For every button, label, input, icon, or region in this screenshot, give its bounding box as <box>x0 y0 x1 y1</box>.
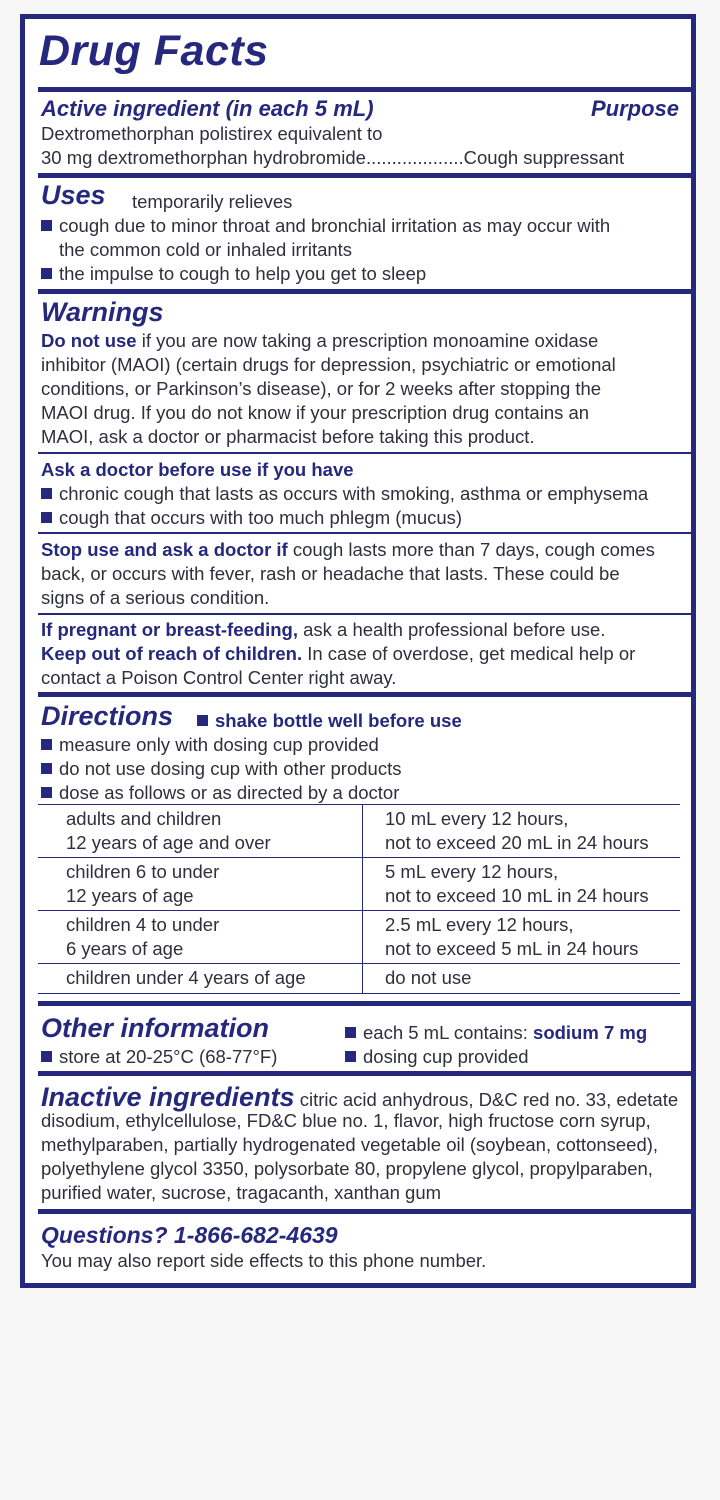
inactive-line4: polyethylene glycol 3350, polysorbate 80, propylene glycol, propylparaben, <box>41 1158 653 1179</box>
uses-item-1-cont: the common cold or inhaled irritants <box>59 239 353 260</box>
directions-item-3: dose as follows or as directed by a doctor <box>41 781 399 805</box>
sodium-content: each 5 mL contains: sodium 7 mg <box>345 1021 647 1045</box>
table-row <box>38 858 680 911</box>
warnings-divider-2 <box>38 532 692 534</box>
warnings-heading: Warnings <box>41 297 164 327</box>
do-not-use-line4: MAOI drug. If you do not know if your prescription drug contains an <box>41 402 590 423</box>
bullet-icon <box>345 1051 356 1062</box>
stop-use-line2: back, or occurs with fever, rash or headache that lasts. These could be <box>41 563 620 584</box>
uses-intro: temporarily relieves <box>132 191 293 212</box>
age-cell: children 4 to under 6 years of age <box>38 911 363 964</box>
uses-item-2: the impulse to cough to help you get to sleep <box>41 262 426 286</box>
uses-item-1: cough due to minor throat and bronchial irritation as may occur with <box>41 214 610 238</box>
storage-info: store at 20-25°C (68-77°F) <box>41 1045 277 1069</box>
title-divider <box>38 87 692 92</box>
table-row <box>38 805 680 858</box>
bullet-icon <box>41 512 52 523</box>
drug-facts-title: Drug Facts <box>39 27 269 75</box>
bullet-icon <box>197 715 208 726</box>
bullet-icon <box>41 268 52 279</box>
uses-divider <box>38 289 692 294</box>
bullet-icon <box>41 739 52 750</box>
purpose-value: Cough suppressant <box>463 147 625 168</box>
active-ingredient-name: 30 mg dextromethorphan hydrobromide <box>41 147 366 168</box>
active-ingredient-heading: Active ingredient (in each 5 mL) <box>41 96 374 121</box>
warnings-divider-3 <box>38 613 692 615</box>
bullet-icon <box>41 220 52 231</box>
directions-divider <box>38 1001 692 1006</box>
inactive-line3: methylparaben, partially hydrogenated vegetable oil (soybean, cottonseed), <box>41 1134 659 1155</box>
ask-doctor-heading: Ask a doctor before use if you have <box>41 459 354 480</box>
stop-use-line1: Stop use and ask a doctor if cough lasts more than 7 days, cough comes <box>41 539 655 560</box>
ask-doctor-item-2: cough that occurs with too much phlegm (mucus) <box>41 506 462 530</box>
pregnant-lead: If pregnant or breast-feeding, <box>41 619 298 640</box>
active-ingredient-line1: Dextromethorphan polistirex equivalent to <box>41 123 383 144</box>
questions-heading: Questions? 1-866-682-4639 <box>41 1222 338 1248</box>
active-divider <box>38 173 692 178</box>
stop-use-lead: Stop use and ask a doctor if <box>41 539 288 560</box>
bullet-icon <box>345 1027 356 1038</box>
do-not-use-line3: conditions, or Parkinson’s disease), or for 2 weeks after stopping the <box>41 378 602 399</box>
dosage-table <box>38 804 680 994</box>
inactive-line5: purified water, sucrose, tragacanth, xanthan gum <box>41 1182 442 1203</box>
do-not-use-line5: MAOI, ask a doctor or pharmacist before taking this product. <box>41 426 535 447</box>
questions-text: You may also report side effects to this phone number. <box>41 1250 487 1271</box>
warnings-end-divider <box>38 692 692 697</box>
dose-cell: 2.5 mL every 12 hours, not to exceed 5 mL in 24 hours <box>363 911 681 964</box>
directions-heading: Directions <box>41 701 174 731</box>
other-info-divider <box>38 1071 692 1076</box>
directions-item-1: measure only with dosing cup provided <box>41 733 379 757</box>
age-cell: children under 4 years of age <box>38 964 363 994</box>
directions-item-2: do not use dosing cup with other products <box>41 757 401 781</box>
bullet-icon <box>41 1051 52 1062</box>
active-ingredient-line2 <box>41 146 624 170</box>
table-row <box>38 911 680 964</box>
bullet-icon <box>41 763 52 774</box>
ask-doctor-item-1: chronic cough that lasts as occurs with smoking, asthma or emphysema <box>41 482 648 506</box>
dose-cell: do not use <box>363 964 681 994</box>
inactive-line2: disodium, ethylcellulose, FD&C blue no. 1, flavor, high fructose corn syrup, <box>41 1110 651 1131</box>
shake-instruction: shake bottle well before use <box>197 709 462 733</box>
do-not-use-lead: Do not use <box>41 330 137 351</box>
do-not-use-line1: Do not use if you are now taking a prescription monoamine oxidase <box>41 330 599 351</box>
warnings-divider-1 <box>38 452 692 454</box>
inactive-line1: Inactive ingredients citric acid anhydrous, D&C red no. 33, edetate <box>41 1082 679 1112</box>
keep-out-line1: Keep out of reach of children. In case of overdose, get medical help or <box>41 643 636 664</box>
purpose-heading: Purpose <box>590 96 679 121</box>
uses-heading: Uses <box>41 180 106 210</box>
keep-out-line2: contact a Poison Control Center right away. <box>41 667 397 688</box>
bullet-icon <box>41 488 52 499</box>
dose-cell: 10 mL every 12 hours, not to exceed 20 mL in 24 hours <box>363 805 681 858</box>
other-info-heading: Other information <box>41 1013 269 1043</box>
age-cell: adults and children 12 years of age and over <box>38 805 363 858</box>
bullet-icon <box>41 787 52 798</box>
inactive-divider <box>38 1209 692 1214</box>
drug-facts-panel <box>20 14 696 1288</box>
dose-cell: 5 mL every 12 hours, not to exceed 10 mL in 24 hours <box>363 858 681 911</box>
inactive-heading: Inactive ingredients <box>41 1082 295 1112</box>
stop-use-line3: signs of a serious condition. <box>41 587 270 608</box>
leader-dots: ................... <box>365 147 464 168</box>
do-not-use-line2: inhibitor (MAOI) (certain drugs for depression, psychiatric or emotional <box>41 354 616 375</box>
pregnant-line: If pregnant or breast-feeding, ask a health professional before use. <box>41 619 606 640</box>
dosing-cup-info: dosing cup provided <box>345 1045 529 1069</box>
keep-out-lead: Keep out of reach of children. <box>41 643 303 664</box>
table-row <box>38 964 680 994</box>
age-cell: children 6 to under 12 years of age <box>38 858 363 911</box>
